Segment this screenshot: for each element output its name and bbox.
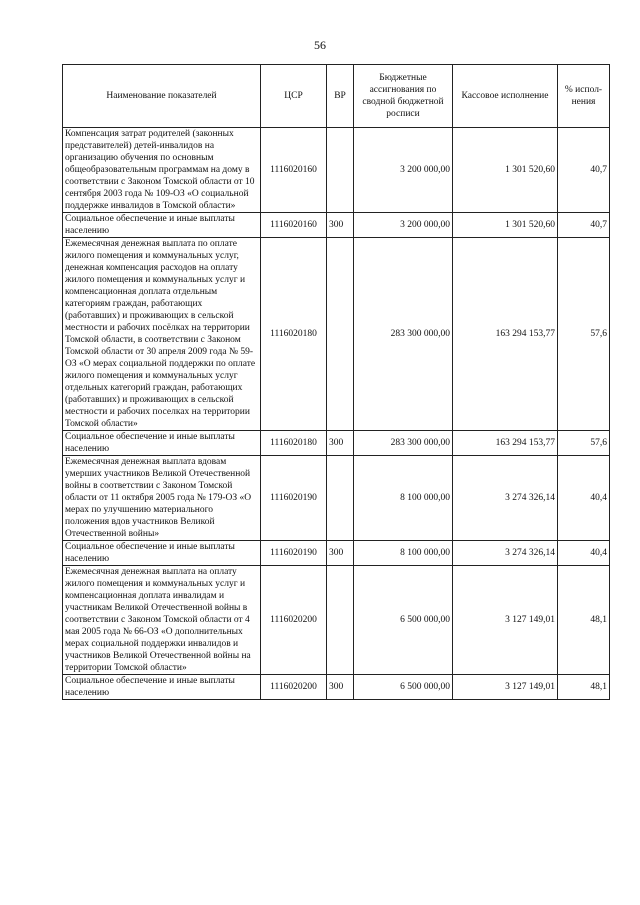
row-budget: 3 200 000,00 [354,213,453,238]
row-vr: 300 [327,431,354,456]
row-pct: 48,1 [558,566,610,675]
row-csr: 1116020180 [261,431,327,456]
page-number: 56 [314,38,326,52]
table-row [63,541,610,566]
row-budget: 3 200 000,00 [354,128,453,213]
row-cash: 163 294 153,77 [453,431,558,456]
header-vr: ВР [327,65,354,128]
row-vr: 300 [327,675,354,700]
row-name: Ежемесячная денежная выплата по оплате жилого помещения и коммунальных услуг, денежная компенсация расходов на оплату жилого помещения и коммунальных услуг и компенсационная доплата отдельным категориям граждан, работающих (работавших) и проживающих в сельской местности и рабочих посёлках на территории Томской области, в соответствии с Законом Томской области от 30 апреля 2009 года № 59-ОЗ «О мерах социальной поддержки по оплате жилого помещения и коммунальных услуг отдельных категорий граждан, работающих (работавших) и проживающих в сельской местности и рабочих поселках на территории Томской области» [63,238,261,431]
row-name: Социальное обеспечение и иные выплаты населению [63,213,261,238]
row-name: Социальное обеспечение и иные выплаты населению [63,541,261,566]
row-vr [327,128,354,213]
header-csr: ЦСР [261,65,327,128]
row-name: Компенсация затрат родителей (законных представителей) детей-инвалидов на организацию обучения по основным общеобразовательным программам на дому в соответствии с Законом Томской области от 10 сентября 2003 года № 109-ОЗ «О социальной поддержке инвалидов в Томской области» [63,128,261,213]
row-name: Социальное обеспечение и иные выплаты населению [63,675,261,700]
row-vr [327,456,354,541]
row-name: Ежемесячная денежная выплата на оплату жилого помещения и коммунальных услуг и компенсационная доплата инвалидам и участникам Великой Отечественной войны в соответствии с Законом Томской области от 4 мая 2005 года № 66-ОЗ «О дополнительных мерах социальной поддержки инвалидов и участников Великой Отечественной войны на территории Томской области» [63,566,261,675]
row-csr: 1116020190 [261,456,327,541]
row-budget: 6 500 000,00 [354,566,453,675]
row-budget: 8 100 000,00 [354,456,453,541]
table-row [63,128,610,213]
table-row [63,566,610,675]
table-row [63,456,610,541]
row-csr: 1116020160 [261,128,327,213]
row-budget: 8 100 000,00 [354,541,453,566]
header-pct: % испол-нения [558,65,610,128]
row-budget: 6 500 000,00 [354,675,453,700]
row-csr: 1116020200 [261,566,327,675]
row-pct: 48,1 [558,675,610,700]
budget-table [62,64,610,700]
row-vr: 300 [327,541,354,566]
row-name: Социальное обеспечение и иные выплаты населению [63,431,261,456]
row-name: Ежемесячная денежная выплата вдовам умерших участников Великой Отечественной войны в соответствии с Законом Томской области от 11 октября 2005 года № 179-ОЗ «О мерах по улучшению материального положения вдов участников Великой Отечественной войны» [63,456,261,541]
row-csr: 1116020160 [261,213,327,238]
row-csr: 1116020190 [261,541,327,566]
row-pct: 40,4 [558,541,610,566]
header-name: Наименование показателей [63,65,261,128]
header-budget: Бюджетные ассигнования по сводной бюджетной росписи [354,65,453,128]
row-budget: 283 300 000,00 [354,431,453,456]
row-vr: 300 [327,213,354,238]
table-row [63,675,610,700]
row-csr: 1116020200 [261,675,327,700]
row-budget: 283 300 000,00 [354,238,453,431]
table-row [63,238,610,431]
row-pct: 57,6 [558,431,610,456]
row-pct: 40,7 [558,213,610,238]
row-pct: 40,4 [558,456,610,541]
table-header-row [63,65,610,128]
row-csr: 1116020180 [261,238,327,431]
row-pct: 40,7 [558,128,610,213]
row-pct: 57,6 [558,238,610,431]
row-cash: 3 127 149,01 [453,675,558,700]
table-row [63,431,610,456]
row-cash: 163 294 153,77 [453,238,558,431]
row-cash: 1 301 520,60 [453,213,558,238]
table-row [63,213,610,238]
row-cash: 3 127 149,01 [453,566,558,675]
row-cash: 3 274 326,14 [453,541,558,566]
row-cash: 3 274 326,14 [453,456,558,541]
row-vr [327,238,354,431]
row-cash: 1 301 520,60 [453,128,558,213]
row-vr [327,566,354,675]
header-cash: Кассовое исполнение [453,65,558,128]
